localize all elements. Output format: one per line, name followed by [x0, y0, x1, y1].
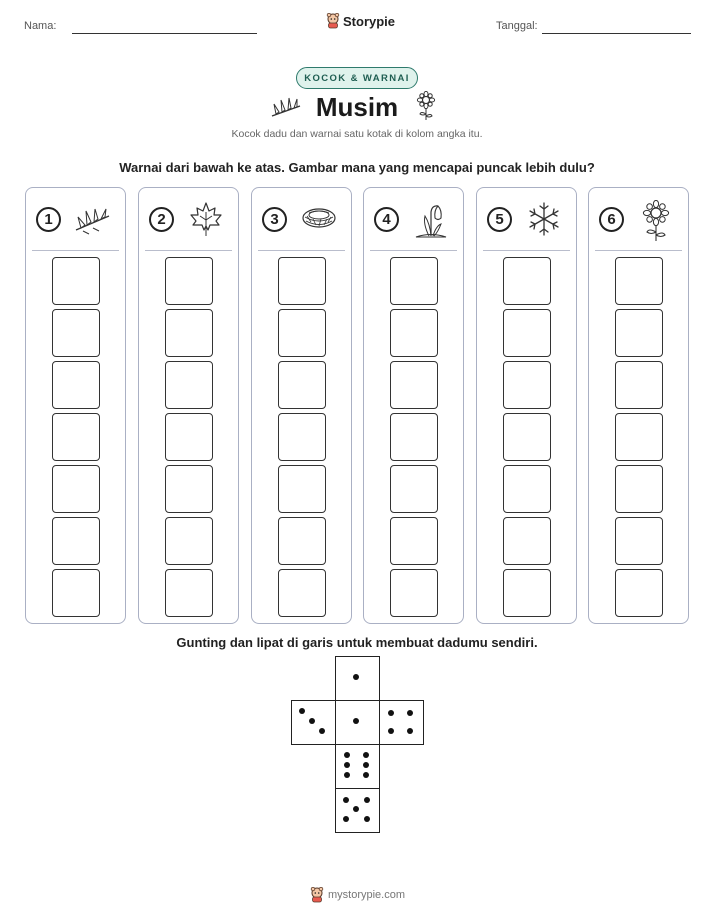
color-box[interactable] [52, 465, 100, 513]
color-box[interactable] [278, 465, 326, 513]
fallen-leaves-icon [73, 200, 113, 236]
sunflower-icon [636, 200, 676, 242]
color-box[interactable] [165, 517, 213, 565]
dice-face-center [335, 700, 380, 745]
dice-pip [353, 718, 359, 724]
page-title: Musim [315, 92, 399, 122]
color-box[interactable] [615, 257, 663, 305]
storypie-mascot-icon [310, 887, 324, 903]
color-box[interactable] [615, 309, 663, 357]
color-box[interactable] [390, 517, 438, 565]
column-header [364, 188, 463, 250]
color-box[interactable] [165, 465, 213, 513]
color-box[interactable] [503, 257, 551, 305]
dice-pip [363, 752, 369, 758]
color-box[interactable] [165, 309, 213, 357]
column-number: 2 [149, 207, 174, 232]
dice-pip [353, 806, 359, 812]
color-box[interactable] [165, 413, 213, 461]
dice-face-6 [335, 744, 380, 789]
dice-pip [343, 816, 349, 822]
color-box[interactable] [165, 257, 213, 305]
dice-pip [353, 674, 359, 680]
dice-pip [309, 718, 315, 724]
date-label: Tanggal: [496, 20, 538, 32]
brand-name: Storypie [343, 13, 396, 29]
column-divider [145, 250, 232, 251]
column-number: 1 [36, 207, 61, 232]
column-header [589, 188, 688, 250]
name-label: Nama: [24, 20, 57, 32]
color-box[interactable] [390, 309, 438, 357]
brand-logo [326, 13, 395, 29]
color-box[interactable] [52, 361, 100, 409]
column-divider [258, 250, 345, 251]
column-divider [370, 250, 457, 251]
snowdrop-flower-icon [411, 200, 451, 240]
dice-pip [388, 710, 394, 716]
color-box[interactable] [503, 569, 551, 617]
column-number: 4 [374, 207, 399, 232]
nest-icon [299, 200, 339, 236]
color-box[interactable] [278, 257, 326, 305]
storypie-mascot-icon [326, 13, 340, 29]
column-header [26, 188, 125, 250]
color-box[interactable] [390, 465, 438, 513]
maple-leaf-icon [186, 200, 226, 238]
dice-pip [344, 752, 350, 758]
color-box[interactable] [52, 309, 100, 357]
color-box[interactable] [278, 413, 326, 461]
dice-pip [343, 797, 349, 803]
subtitle: Kocok dadu dan warnai satu kotak di kolom angka itu. [231, 128, 483, 140]
color-box[interactable] [615, 361, 663, 409]
column-header [252, 188, 351, 250]
dice-pip [344, 762, 350, 768]
color-box[interactable] [615, 517, 663, 565]
dice-pip [388, 728, 394, 734]
color-box[interactable] [390, 257, 438, 305]
dice-face-3 [291, 700, 336, 745]
color-box[interactable] [52, 517, 100, 565]
dice-pip [344, 772, 350, 778]
dice-instruction: Gunting dan lipat di garis untuk membuat dadumu sendiri. [176, 635, 538, 650]
name-line[interactable] [72, 33, 257, 34]
activity-badge: KOCOK & WARNAI [296, 67, 418, 89]
sunflower-title-icon [415, 91, 437, 121]
dice-pip [299, 708, 305, 714]
column-4 [363, 187, 464, 624]
color-box[interactable] [52, 413, 100, 461]
color-box[interactable] [615, 413, 663, 461]
footer [310, 887, 405, 903]
footer-url[interactable]: mystorypie.com [328, 889, 406, 901]
dice-pip [363, 762, 369, 768]
column-divider [32, 250, 119, 251]
color-box[interactable] [503, 517, 551, 565]
column-number: 3 [262, 207, 287, 232]
column-number: 5 [487, 207, 512, 232]
color-box[interactable] [278, 309, 326, 357]
column-divider [595, 250, 682, 251]
column-5 [476, 187, 577, 624]
column-number: 6 [599, 207, 624, 232]
column-1 [25, 187, 126, 624]
dice-face-5 [335, 788, 380, 833]
color-box[interactable] [278, 569, 326, 617]
column-header [139, 188, 238, 250]
color-box[interactable] [52, 257, 100, 305]
color-box[interactable] [615, 465, 663, 513]
column-3 [251, 187, 352, 624]
dice-pip [363, 772, 369, 778]
date-line[interactable] [542, 33, 691, 34]
dice-face-4 [379, 700, 424, 745]
dice-pip [319, 728, 325, 734]
instruction: Warnai dari bawah ke atas. Gambar mana yang mencapai puncak lebih dulu? [119, 160, 595, 175]
dice-face-1 [335, 656, 380, 701]
color-box[interactable] [503, 413, 551, 461]
column-header [477, 188, 576, 250]
column-6 [588, 187, 689, 624]
color-box[interactable] [503, 309, 551, 357]
dice-pip [407, 710, 413, 716]
color-box[interactable] [390, 569, 438, 617]
color-box[interactable] [390, 413, 438, 461]
column-divider [483, 250, 570, 251]
color-box[interactable] [278, 517, 326, 565]
dice-pip [364, 797, 370, 803]
color-box[interactable] [615, 569, 663, 617]
color-box[interactable] [390, 361, 438, 409]
color-box[interactable] [503, 361, 551, 409]
color-box[interactable] [503, 465, 551, 513]
column-2 [138, 187, 239, 624]
dice-pip [407, 728, 413, 734]
snowflake-icon [524, 200, 564, 238]
color-box[interactable] [278, 361, 326, 409]
color-box[interactable] [165, 569, 213, 617]
dice-pip [364, 816, 370, 822]
color-box[interactable] [52, 569, 100, 617]
color-box[interactable] [165, 361, 213, 409]
